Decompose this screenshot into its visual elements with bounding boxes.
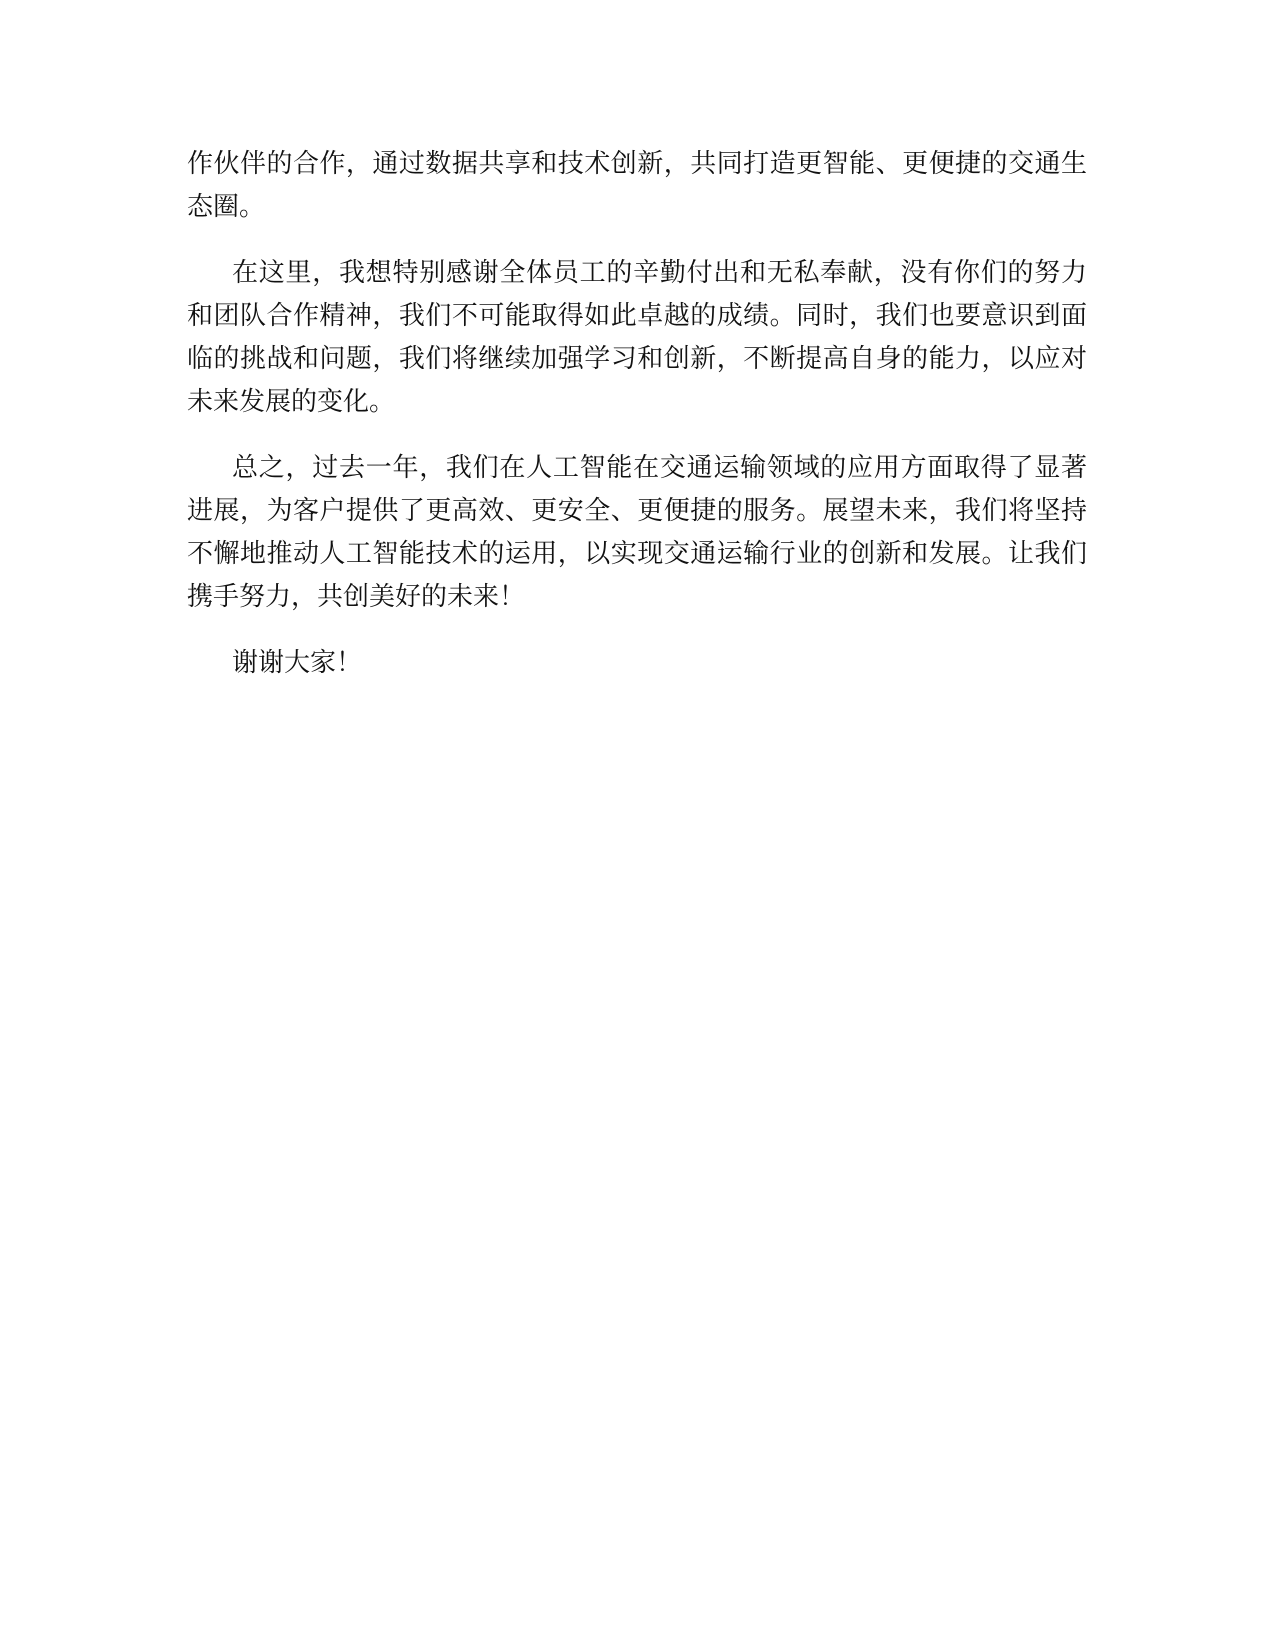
paragraph-continuation: 作伙伴的合作，通过数据共享和技术创新，共同打造更智能、更便捷的交通生态圈。 bbox=[187, 149, 1087, 222]
paragraph-closing: 谢谢大家！ bbox=[232, 648, 363, 678]
paragraph-thanks-staff: 在这里，我想特别感谢全体员工的辛勤付出和无私奉献，没有你们的努力和团队合作精神，我们不可能取得如此卓越的成绩。同时，我们也要意识到面临的挑战和问题，我们将继续加强学习和创新，不断提高自身的能力，以应对未来发展的变化。 bbox=[187, 258, 1087, 417]
paragraph-summary: 总之，过去一年，我们在人工智能在交通运输领域的应用方面取得了显著进展，为客户提供了更高效、更安全、更便捷的服务。展望未来，我们将坚持不懈地推动人工智能技术的运用，以实现交通运输行业的创新和发展。让我们携手努力，共创美好的未来！ bbox=[187, 453, 1087, 612]
document-body bbox=[187, 143, 1087, 708]
